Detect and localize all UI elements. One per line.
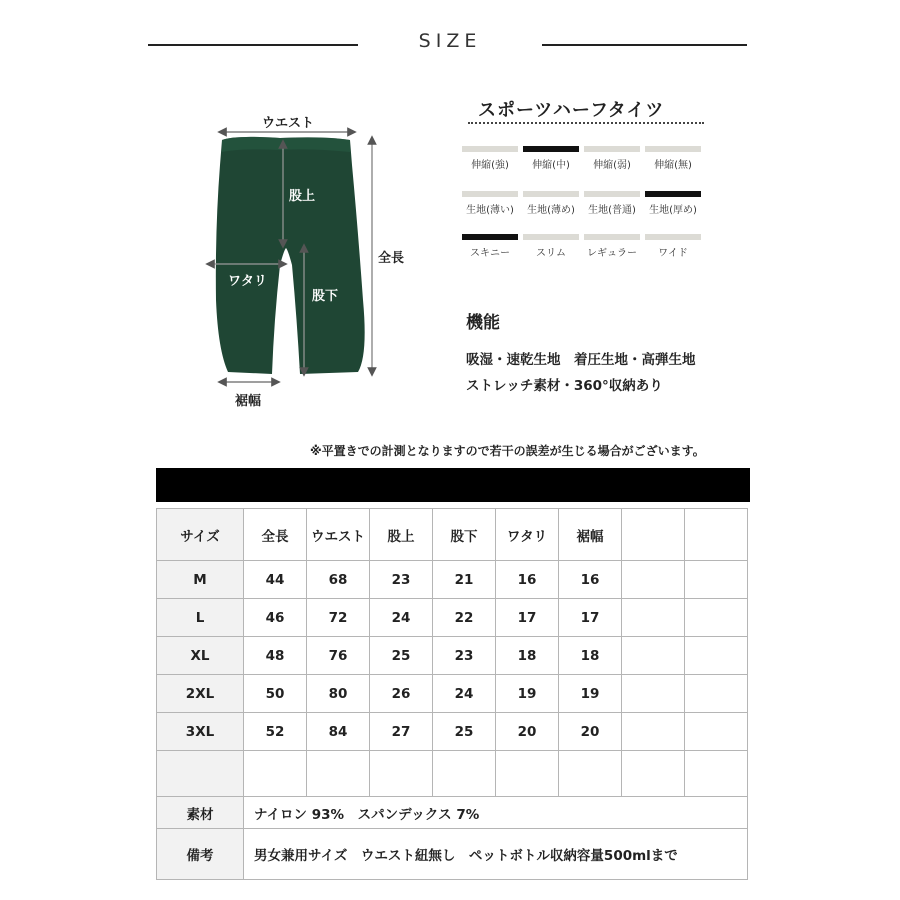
table-cell: 25: [433, 713, 496, 751]
table-cell: 23: [433, 637, 496, 675]
measurement-note: ※平置きでの計測となりますので若干の誤差が生じる場合がございます。: [310, 444, 705, 458]
table-header-cell: ワタリ: [496, 509, 559, 561]
table-empty-cell: [685, 751, 748, 797]
remarks-row: [157, 829, 748, 880]
scale-bar: [523, 234, 579, 240]
table-empty-cell: [370, 751, 433, 797]
scale-label: スキニー: [470, 248, 510, 259]
title-rule-right: [542, 44, 747, 46]
table-cell: 16: [496, 561, 559, 599]
features-heading: 機能: [466, 313, 500, 333]
table-empty-row: [157, 751, 748, 797]
table-header-cell: 裾幅: [559, 509, 622, 561]
table-cell: 48: [244, 637, 307, 675]
size-cell: L: [157, 599, 244, 637]
scale-bar: [462, 146, 518, 152]
table-cell: 72: [307, 599, 370, 637]
table-cell: 18: [559, 637, 622, 675]
table-header-row: [157, 509, 748, 561]
table-header-bar: [156, 468, 750, 502]
features-line: ストレッチ素材・360°収納あり: [466, 378, 663, 394]
table-cell: 19: [496, 675, 559, 713]
features-line: 吸湿・速乾生地 着圧生地・高弾生地: [466, 352, 696, 368]
table-cell: 19: [559, 675, 622, 713]
table-cell: 22: [433, 599, 496, 637]
scale-bar: [584, 191, 640, 197]
remarks-value: 男女兼用サイズ ウエスト紐無し ペットボトル収納容量500mlまで: [244, 829, 748, 880]
thigh-label: ワタリ: [228, 274, 267, 289]
table-empty-cell: [685, 675, 748, 713]
table-cell: 20: [559, 713, 622, 751]
rise-label: 股上: [289, 189, 316, 204]
scale-label: ワイド: [658, 248, 688, 259]
table-cell: 44: [244, 561, 307, 599]
material-row: [157, 797, 748, 829]
size-cell: M: [157, 561, 244, 599]
thickness-scale: [462, 191, 707, 221]
remarks-label: 備考: [157, 829, 244, 880]
size-cell: 2XL: [157, 675, 244, 713]
table-empty-cell: [685, 713, 748, 751]
table-empty-cell: [244, 751, 307, 797]
table-empty-cell: [622, 561, 685, 599]
scale-bar-selected: [645, 191, 701, 197]
table-header-cell: ウエスト: [307, 509, 370, 561]
table-cell: 76: [307, 637, 370, 675]
table-cell: 21: [433, 561, 496, 599]
table-empty-cell: [307, 751, 370, 797]
half-tights-shape: [216, 137, 365, 374]
hem-label: 裾幅: [235, 394, 262, 409]
table-cell: 52: [244, 713, 307, 751]
scale-bar: [584, 146, 640, 152]
table-cell: 50: [244, 675, 307, 713]
scale-bar-selected: [523, 146, 579, 152]
scale-label: 伸縮(中): [532, 160, 570, 171]
scale-bar: [645, 146, 701, 152]
table-cell: 84: [307, 713, 370, 751]
scale-label: 生地(普通): [588, 205, 636, 216]
table-cell: 27: [370, 713, 433, 751]
table-cell: 24: [370, 599, 433, 637]
table-empty-cell: [622, 675, 685, 713]
scale-label: 生地(厚め): [649, 205, 697, 216]
stretch-scale: [462, 146, 707, 176]
table-cell: 16: [559, 561, 622, 599]
inseam-label: 股下: [312, 289, 339, 304]
table-empty-cell: [685, 561, 748, 599]
table-cell: 25: [370, 637, 433, 675]
size-cell: XL: [157, 637, 244, 675]
scale-bar: [523, 191, 579, 197]
table-cell: 20: [496, 713, 559, 751]
total-length-label: 全長: [378, 251, 405, 266]
table-cell: 23: [370, 561, 433, 599]
table-header-cell: 股上: [370, 509, 433, 561]
size-table: [156, 508, 748, 880]
table-cell: 18: [496, 637, 559, 675]
waist-label: ウエスト: [262, 116, 315, 131]
table-cell: 68: [307, 561, 370, 599]
table-empty-cell: [685, 599, 748, 637]
fit-scale: [462, 234, 707, 264]
table-cell: 80: [307, 675, 370, 713]
table-cell: 26: [370, 675, 433, 713]
material-value: ナイロン 93% スパンデックス 7%: [244, 797, 748, 829]
size-cell: 3XL: [157, 713, 244, 751]
scale-bar: [584, 234, 640, 240]
scale-label: 伸縮(強): [471, 160, 509, 171]
title-rule-left: [148, 44, 358, 46]
scale-bar: [462, 191, 518, 197]
table-header-cell: 股下: [433, 509, 496, 561]
scale-label: レギュラー: [587, 248, 637, 259]
table-empty-cell: [622, 713, 685, 751]
table-cell: 46: [244, 599, 307, 637]
scale-bar-selected: [462, 234, 518, 240]
table-empty-cell: [433, 751, 496, 797]
table-empty-cell: [496, 751, 559, 797]
product-name-underline: [468, 122, 704, 124]
scale-label: 伸縮(弱): [593, 160, 631, 171]
table-cell: 24: [433, 675, 496, 713]
table-row: [157, 713, 748, 751]
table-empty-cell: [622, 509, 685, 561]
table-empty-cell: [622, 599, 685, 637]
scale-label: 伸縮(無): [654, 160, 692, 171]
table-empty-cell: [559, 751, 622, 797]
table-header-cell: 全長: [244, 509, 307, 561]
table-row: [157, 599, 748, 637]
table-header-cell: サイズ: [157, 509, 244, 561]
table-row: [157, 561, 748, 599]
material-label: 素材: [157, 797, 244, 829]
page-title: SIZE: [418, 30, 482, 52]
scale-bar: [645, 234, 701, 240]
table-empty-cell: [685, 637, 748, 675]
table-cell: 17: [559, 599, 622, 637]
table-row: [157, 637, 748, 675]
table-empty-cell: [622, 751, 685, 797]
scale-label: 生地(薄い): [466, 205, 514, 216]
table-empty-cell: [157, 751, 244, 797]
scale-label: 生地(薄め): [527, 205, 575, 216]
table-empty-cell: [622, 637, 685, 675]
table-row: [157, 675, 748, 713]
table-empty-cell: [685, 509, 748, 561]
table-cell: 17: [496, 599, 559, 637]
scale-label: スリム: [536, 248, 566, 259]
product-name: スポーツハーフタイツ: [478, 100, 665, 121]
